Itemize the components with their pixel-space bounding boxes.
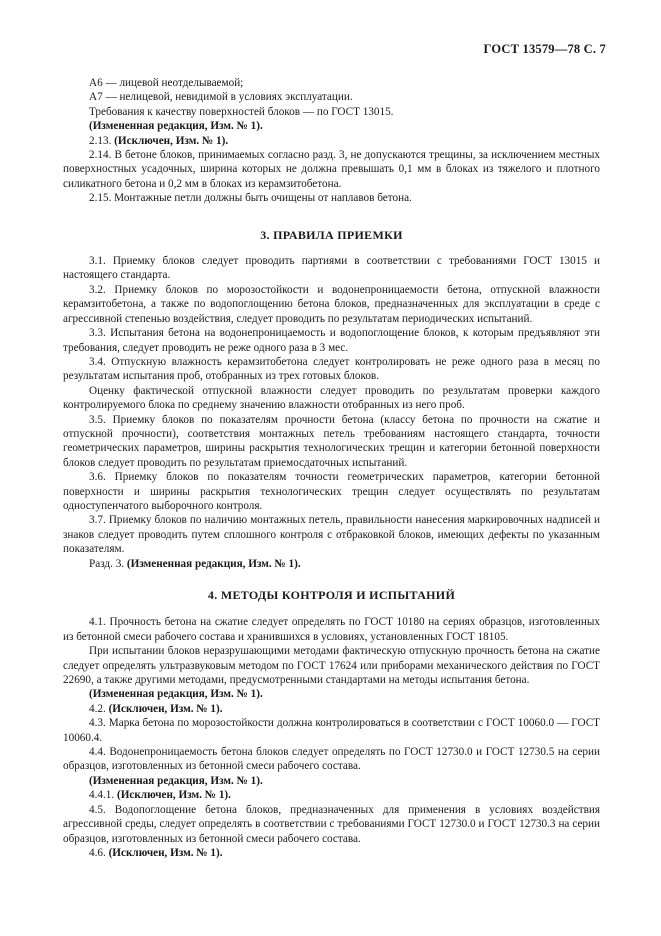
clause-number: 4.4.1. — [89, 789, 115, 802]
clause-4-4-1 — [63, 788, 600, 802]
section-3-amendment — [63, 557, 600, 571]
clause-2-14: 2.14. В бетоне блоков, принимаемых согласно разд. 3, не допускаются трещины, за исключением местных поверхностных усадочных, ширина которых не должна превышать 0,1 мм в блоках из тяжелого и плотного силикатного бетона и 0,2 мм в блоках из керамзитобетона. — [63, 149, 600, 190]
clause-3-7: 3.7. Приемку блоков по наличию монтажных петель, правильности нанесения маркировочных надписей и знаков следует проводить путем сплошного контроля с отбраковкой блоков, имеющих дефекты по указанным показателям. — [63, 514, 600, 556]
clause-3-6: 3.6. Приемку блоков по показателям точности геометрических параметров, категории бетонной поверхности и ширины раскрытия технологических трещин следует осуществлять по результатам одноступенчатого выборочного контроля. — [63, 471, 600, 512]
section-4-title: 4. МЕТОДЫ КОНТРОЛЯ И ИСПЫТАНИЙ — [207, 588, 456, 602]
clause-3-2: 3.2. Приемку блоков по морозостойкости и водонепроницаемости бетона, отпускной влажности керамзитобетона, а также по водопоглощению бетона блоков, предназначенных для эксплуатации в среде с агрессивной степенью воздействия, следует проводить по результатам периодических испытаний. — [63, 283, 600, 325]
clause-4-1: 4.1. Прочность бетона на сжатие следует определять по ГОСТ 10180 на сериях образцов, изготовленных из бетонной смеси рабочего состава и хранившихся в условиях, установленных ГОСТ 18105. — [63, 616, 600, 643]
surface-requirement: Требования к качеству поверхностей блоков — по ГОСТ 13015. — [89, 105, 394, 118]
excluded-note: (Исключен, Изм. № 1). — [116, 789, 231, 802]
excluded-note: (Исключен, Изм. № 1). — [108, 702, 223, 715]
page-header: ГОСТ 13579—78 С. 7 — [483, 42, 606, 56]
clause-2-13 — [63, 134, 600, 148]
clause-3-4: 3.4. Отпускную влажность керамзитобетона следует контролировать не реже одного раза в месяц по результатам испытания проб, отобранных из трех готовых блоков. — [63, 355, 600, 383]
clause-4-3: 4.3. Марка бетона по морозостойкости должна контролироваться в соответствии с ГОСТ 10060.0 — ГОСТ 10060.4. — [63, 717, 600, 744]
clause-number: 4.6. — [89, 846, 106, 859]
clause-number: 2.13. — [89, 134, 112, 147]
clause-4-1-note: При испытании блоков неразрушающими методами фактическую отпускную прочность бетона на сжатие следует определять ультразвуковым методом по ГОСТ 17624 или приборами механического действия по ГОСТ 22690, а также другими методами, предусмотренными стандартами на методы испытания бетона. — [63, 645, 600, 687]
clause-4-6 — [63, 846, 600, 860]
clause-3-3: 3.3. Испытания бетона на водонепроницаемость и водопоглощение блоков, к которым предъявляют эти требования, следует проводить не реже одного раза в 3 мес. — [63, 327, 600, 354]
clause-4-4: 4.4. Водонепроницаемость бетона блоков следует определять по ГОСТ 12730.0 и ГОСТ 12730.5 на серии образцов, изготовленных из бетонной смеси рабочего состава. — [63, 746, 600, 773]
item-a7: А7 — нелицевой, невидимой в условиях эксплуатации. — [89, 91, 353, 104]
page-content — [63, 76, 600, 860]
amendment-note: (Измененная редакция, Изм. № 1). — [89, 120, 263, 133]
clause-2-15: 2.15. Монтажные петли должны быть очищены от наплавов бетона. — [89, 192, 412, 205]
item-a6: А6 — лицевой неотделываемой; — [89, 77, 244, 89]
amendment-note: (Измененная редакция, Изм. № 1). — [89, 688, 263, 701]
clause-3-4-note: Оценку фактической отпускной влажности следует проводить по результатам проверки каждого контролируемого блока по среднему значению влажности отобранных из него проб. — [63, 384, 600, 412]
clause-number: 4.2. — [89, 702, 106, 715]
excluded-note: (Исключен, Изм. № 1). — [108, 846, 223, 859]
clause-3-1: 3.1. Приемку блоков следует проводить партиями в соответствии с требованиями ГОСТ 13015 и настоящего стандарта. — [63, 255, 600, 282]
amendment-note: (Измененная редакция, Изм. № 1). — [126, 557, 301, 570]
clause-3-5: 3.5. Приемку блоков по показателям прочности бетона (классу бетона по прочности на сжатие и отпускной прочности), соответствия монтажных петель требованиям настоящего стандарта, точности геометрических параметров, ширины раскрытия технологических трещин и категории бетонной поверхности блоков следует проводить по результатам приемосдаточных испытаний. — [63, 413, 600, 469]
amendment-note: (Измененная редакция, Изм. № 1). — [89, 774, 263, 787]
clause-4-5: 4.5. Водопоглощение бетона блоков, предназначенных для применения в условиях воздействия агрессивной среды, следует определять в соответствии с требованиями ГОСТ 12730.0 и ГОСТ 12730.3 на серии образцов, изготовленных из бетонной смеси рабочего состава. — [63, 803, 600, 845]
section-3-title: 3. ПРАВИЛА ПРИЕМКИ — [260, 227, 403, 242]
excluded-note: (Исключен, Изм. № 1). — [114, 134, 229, 147]
section-ref: Разд. 3. — [89, 557, 125, 570]
clause-4-2 — [63, 702, 600, 716]
